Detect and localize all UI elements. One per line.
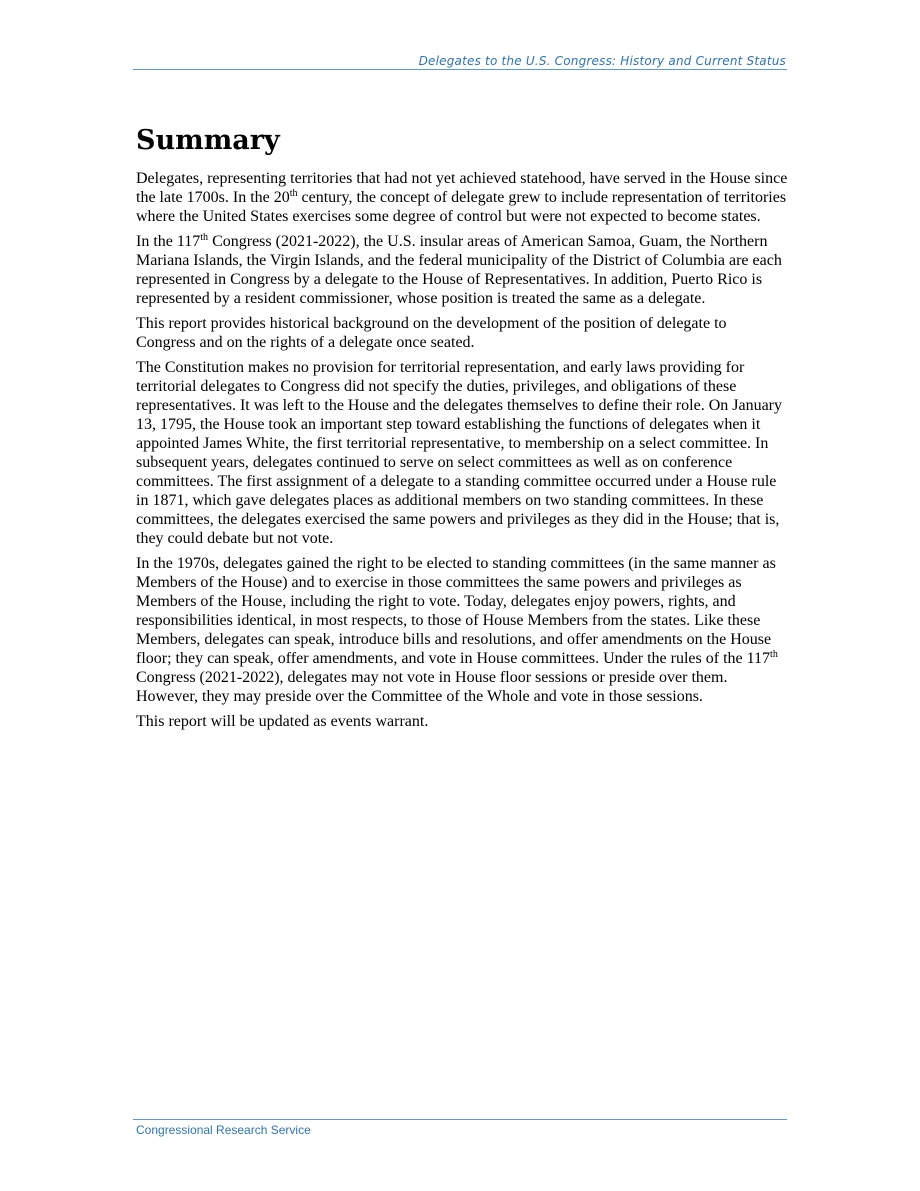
paragraph-4: The Constitution makes no provision for territorial representation, and early laws providing for territorial delegates to Congress did not specify the duties, privileges, and obligations of these representatives. It was left to the House and the delegates themselves to define their role. On January 13, 1795, the House took an important step toward establishing the functions of delegates when it appointed James White, the first territorial representative, to membership on a select committee. In subsequent years, delegates continued to serve on select committees as well as on conference committees. The first assignment of a delegate to a standing committee occurred under a House rule in 1871, which gave delegates places as additional members on two standing committees. In these committees, the delegates exercised the same powers and privileges as they did in the House; that is, they could debate but not vote. [136,359,782,547]
header-rule [133,69,787,70]
ordinal-superscript: th [289,188,298,199]
paragraph-5 [136,554,788,706]
paragraph-2-text-a: In the 117 [136,233,201,250]
running-header: Delegates to the U.S. Congress: History and Current Status [418,54,786,68]
summary-section [136,124,788,737]
footer-organization: Congressional Research Service [136,1123,311,1137]
paragraph-3: This report provides historical background on the development of the position of delegate to Congress and on the rights of a delegate once seated. [136,315,727,351]
paragraph-2 [136,232,788,308]
paragraph-6: This report will be updated as events warrant. [136,713,429,730]
paragraph-1 [136,169,788,226]
paragraph-5-text-a: In the 1970s, delegates gained the right to be elected to standing committees (in the same manner as Members of the House) and to exercise in those committees the same powers and privileges as Members of the House, including the right to vote. Today, delegates enjoy powers, rights, and responsibilities identical, in most respects, to those of House Members from the states. Like these Members, delegates can speak, introduce bills and resolutions, and offer amendments on the House floor; they can speak, offer amendments, and vote in House committees. Under the rules of the 117 [136,555,776,667]
paragraph-5-text-b: Congress (2021-2022), delegates may not vote in House floor sessions or preside over them. However, they may preside over the Committee of the Whole and vote in those sessions. [136,669,728,705]
ordinal-superscript: th [200,232,209,243]
paragraph-1-text-b: century, the concept of delegate grew to include representation of territories where the United States exercises some degree of control but were not expected to become states. [136,189,787,225]
paragraph-1-text-a: Delegates, representing territories that had not yet achieved statehood, have served in the House since the late 1700s. In the 20 [136,170,788,206]
paragraph-2-text-b: Congress (2021-2022), the U.S. insular areas of American Samoa, Guam, the Northern Mariana Islands, the Virgin Islands, and the federal municipality of the District of Columbia are each represented in Congress by a delegate to the House of Representatives. In addition, Puerto Rico is represented by a resident commissioner, whose position is treated the same as a delegate. [136,233,782,307]
section-heading: Summary [136,125,280,156]
footer-rule [133,1119,787,1120]
ordinal-superscript: th [770,649,778,660]
